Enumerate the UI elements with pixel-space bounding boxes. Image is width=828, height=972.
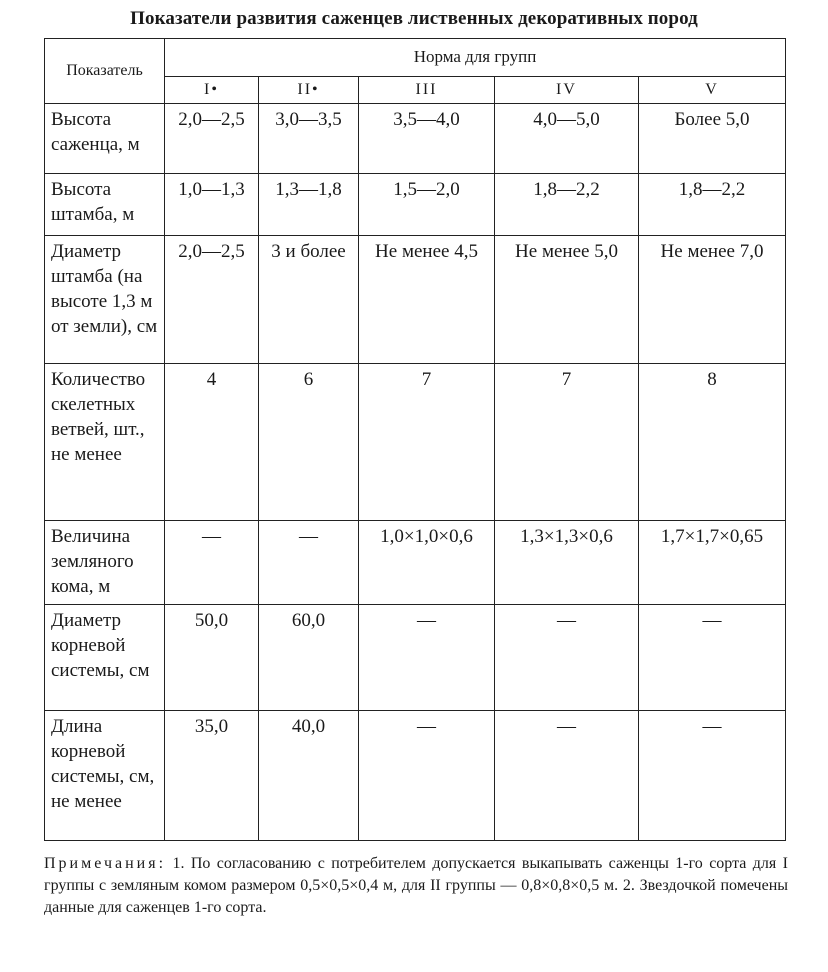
group-header: V (639, 76, 786, 103)
table-cell: — (639, 711, 786, 841)
table-row (45, 236, 786, 364)
table-cell: — (165, 521, 259, 605)
table-cell: — (495, 711, 639, 841)
table-cell: 2,0—2,5 (165, 104, 259, 174)
table-cell: — (259, 521, 359, 605)
table-cell: 1,8—2,2 (639, 174, 786, 236)
table-cell: 8 (639, 364, 786, 521)
row-label: Величина земляного кома, м (45, 521, 165, 605)
row-label: Количество скелетных ветвей, шт., не менее (45, 364, 165, 521)
notes-text: 1. По согласованию с потребителем допускается выкапывать саженцы 1-го сорта для I группы с земляным комом размером 0,5×0,5×0,4 м, для II группы — 0,8×0,8×0,5 м. 2. Звездочкой помечены данные для саженцев 1-го сорта. (44, 855, 788, 916)
table-row (45, 174, 786, 236)
table-cell: 1,7×1,7×0,65 (639, 521, 786, 605)
notes-label: Примечания: (44, 855, 167, 872)
table-row (45, 521, 786, 605)
table-cell: 7 (359, 364, 495, 521)
table-cell: 4 (165, 364, 259, 521)
table-cell: 7 (495, 364, 639, 521)
table-cell: 3,5—4,0 (359, 104, 495, 174)
table-cell: 4,0—5,0 (495, 104, 639, 174)
table-cell: — (639, 605, 786, 711)
table-cell: 35,0 (165, 711, 259, 841)
table-cell: 1,3—1,8 (259, 174, 359, 236)
table-cell: Не менее 5,0 (495, 236, 639, 364)
table-row (45, 364, 786, 521)
row-label: Диаметр штамба (на высоте 1,3 м от земли), см (45, 236, 165, 364)
row-label: Диаметр корневой системы, см (45, 605, 165, 711)
group-header: III (359, 76, 495, 103)
table-cell: Не менее 7,0 (639, 236, 786, 364)
table-cell: Не менее 4,5 (359, 236, 495, 364)
table-cell: 50,0 (165, 605, 259, 711)
table-cell: 1,5—2,0 (359, 174, 495, 236)
row-label: Высота саженца, м (45, 104, 165, 174)
table-cell: — (495, 605, 639, 711)
row-label: Длина корневой системы, см, не менее (45, 711, 165, 841)
group-header: IV (495, 76, 639, 103)
table-cell: 2,0—2,5 (165, 236, 259, 364)
table-row (45, 711, 786, 841)
table-cell: 3,0—3,5 (259, 104, 359, 174)
row-label: Высота штамба, м (45, 174, 165, 236)
table-cell: 1,0×1,0×0,6 (359, 521, 495, 605)
group-header: I• (165, 76, 259, 103)
table-cell: — (359, 711, 495, 841)
table-cell: 1,3×1,3×0,6 (495, 521, 639, 605)
norm-column-header: Норма для групп (165, 39, 786, 77)
table-cell: 40,0 (259, 711, 359, 841)
table-row (45, 104, 786, 174)
table-cell: 3 и более (259, 236, 359, 364)
table-cell: 1,8—2,2 (495, 174, 639, 236)
table-cell: 1,0—1,3 (165, 174, 259, 236)
group-header: II• (259, 76, 359, 103)
page-title: Показатели развития саженцев лиственных декоративных пород (130, 8, 698, 29)
indicators-table (44, 38, 786, 841)
table-cell: — (359, 605, 495, 711)
table-cell: 60,0 (259, 605, 359, 711)
indicator-column-header: Показатель (45, 39, 165, 104)
table-row (45, 605, 786, 711)
footnotes (44, 853, 788, 919)
table-cell: 6 (259, 364, 359, 521)
table-cell: Более 5,0 (639, 104, 786, 174)
